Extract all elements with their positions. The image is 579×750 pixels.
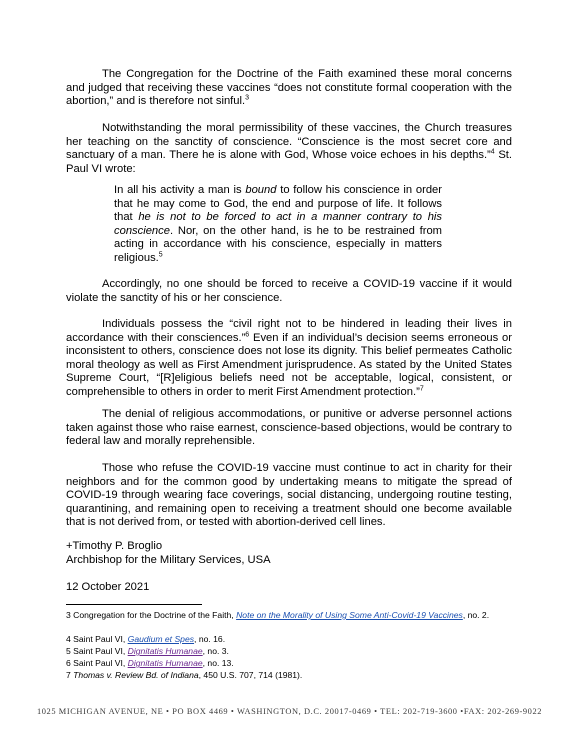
- footnote-5: [66, 646, 506, 658]
- paragraph-4-text-1: Individuals possess the “civil right not to be hindered in leading their lives in accordance with their consciences.”: [66, 318, 512, 344]
- block-quote: [114, 184, 442, 266]
- paragraph-5-text: The denial of religious accommodations, or punitive or adverse personnel actions taken against those who raise earnest, conscience-based objections, would be contrary to federal law and morally reprehensible.: [66, 408, 512, 448]
- signature-title: Archbishop for the Military Services, USA: [66, 554, 271, 566]
- paragraph-3-text: Accordingly, no one should be forced to receive a COVID-19 vaccine if it would violate the sanctity of his or her conscience.: [66, 278, 512, 304]
- footnote-3-number: 3: [66, 610, 71, 620]
- paragraph-2-tail: St. Paul VI wrote:: [66, 149, 513, 175]
- footnote-5-suffix: , no. 3.: [202, 646, 229, 656]
- footnote-7-number: 7: [66, 670, 71, 680]
- footnote-3-suffix: , no. 2.: [462, 610, 490, 620]
- footnote-7: [66, 670, 506, 682]
- footnote-6-source: Saint Paul VI,: [73, 658, 128, 668]
- paragraph-4: [66, 318, 512, 400]
- footnote-separator: [66, 604, 202, 605]
- footnote-ref-7[interactable]: 7: [419, 385, 424, 393]
- paragraph-2: [66, 122, 512, 176]
- document-date: 12 October 2021: [66, 581, 150, 593]
- paragraph-2-text: Notwithstanding the moral permissibility of these vaccines, the Church treasures her teaching on the sanctity of conscience. “Conscience is the most secret core and sanctuary of a man. There he is alone with God, Whose voice echoes in his depths.”: [66, 122, 512, 162]
- footnote-ref-4[interactable]: 4: [490, 148, 495, 156]
- paragraph-5: [66, 408, 512, 449]
- footnote-6: [66, 658, 506, 670]
- quote-text-2: to follow his conscience in order that he may come to God, the end and purpose of life. It follows that: [114, 184, 442, 224]
- footnote-4: [66, 634, 506, 646]
- paragraph-6-text: Those who refuse the COVID-19 vaccine must continue to act in charity for their neighbors and for the common good by undertaking means to mitigate the spread of COVID-19 through wearing face coverings, social distancing, undergoing routine testing, quarantining, and remaining open to receiving a treatment should one become available that is not derived from, or tested with abortion-derived cell lines.: [66, 462, 512, 529]
- footnote-3: [66, 610, 506, 622]
- paragraph-1-text: The Congregation for the Doctrine of the Faith examined these moral concerns and judged that receiving these vaccines “does not constitute formal cooperation with the abortion,” and is therefore not sinful.: [66, 68, 512, 108]
- letterhead-address: 1025 MICHIGAN AVENUE, NE • PO BOX 4469 • WASHINGTON, D.C. 20017-0469 • TEL: 202-719-3600 •FAX: 202-269-9022: [36, 707, 543, 716]
- footnote-4-link[interactable]: Gaudium et Spes: [127, 634, 195, 644]
- footnote-5-number: 5: [66, 646, 71, 656]
- paragraph-4-text-2: Even if an individual’s decision seems erroneous or inconsistent to others, conscience does not lose its dignity. This belief permeates Catholic moral theology as well as First Amendment jurisprudence. As stated by the United States Supreme Court, “[R]eligious beliefs need not be acceptable, logical, consistent, or comprehensible to others in order to merit First Amendment protection.”: [66, 331, 512, 398]
- paragraph-6: [66, 462, 512, 530]
- paragraph-3: [66, 278, 512, 305]
- quote-text-1: In all his activity a man is: [114, 184, 246, 196]
- footnote-3-link[interactable]: Note on the Morality of Using Some Anti-Covid-19 Vaccines: [236, 610, 463, 620]
- footnote-5-source: Saint Paul VI,: [73, 646, 128, 656]
- footnote-4-suffix: , no. 16.: [194, 634, 226, 644]
- paragraph-1: [66, 68, 512, 109]
- signature-name: +Timothy P. Broglio: [66, 540, 163, 552]
- quote-emphasis-2: he is not to be forced to act in a manner contrary to his conscience: [114, 211, 442, 237]
- footnote-ref-3[interactable]: 3: [245, 94, 250, 102]
- footnote-3-source: Congregation for the Doctrine of the Faith,: [73, 610, 237, 620]
- footnote-6-link[interactable]: Dignitatis Humanae: [127, 658, 203, 668]
- footnote-ref-6[interactable]: 6: [245, 330, 250, 338]
- footnote-6-number: 6: [66, 658, 71, 668]
- quote-text-3: . Nor, on the other hand, is he to be restrained from acting in accordance with his conscience, especially in matters religious.: [114, 224, 442, 264]
- footnote-4-source: Saint Paul VI,: [73, 634, 128, 644]
- footnote-7-case-name: Thomas v. Review Bd. of Indiana: [73, 670, 199, 680]
- footnote-6-suffix: , no. 13.: [202, 658, 234, 668]
- footnote-ref-5[interactable]: 5: [158, 251, 163, 259]
- footnote-4-number: 4: [66, 634, 71, 644]
- footnote-7-suffix: , 450 U.S. 707, 714 (1981).: [198, 670, 303, 680]
- footnote-5-link[interactable]: Dignitatis Humanae: [127, 646, 203, 656]
- quote-emphasis-1: bound: [245, 184, 277, 196]
